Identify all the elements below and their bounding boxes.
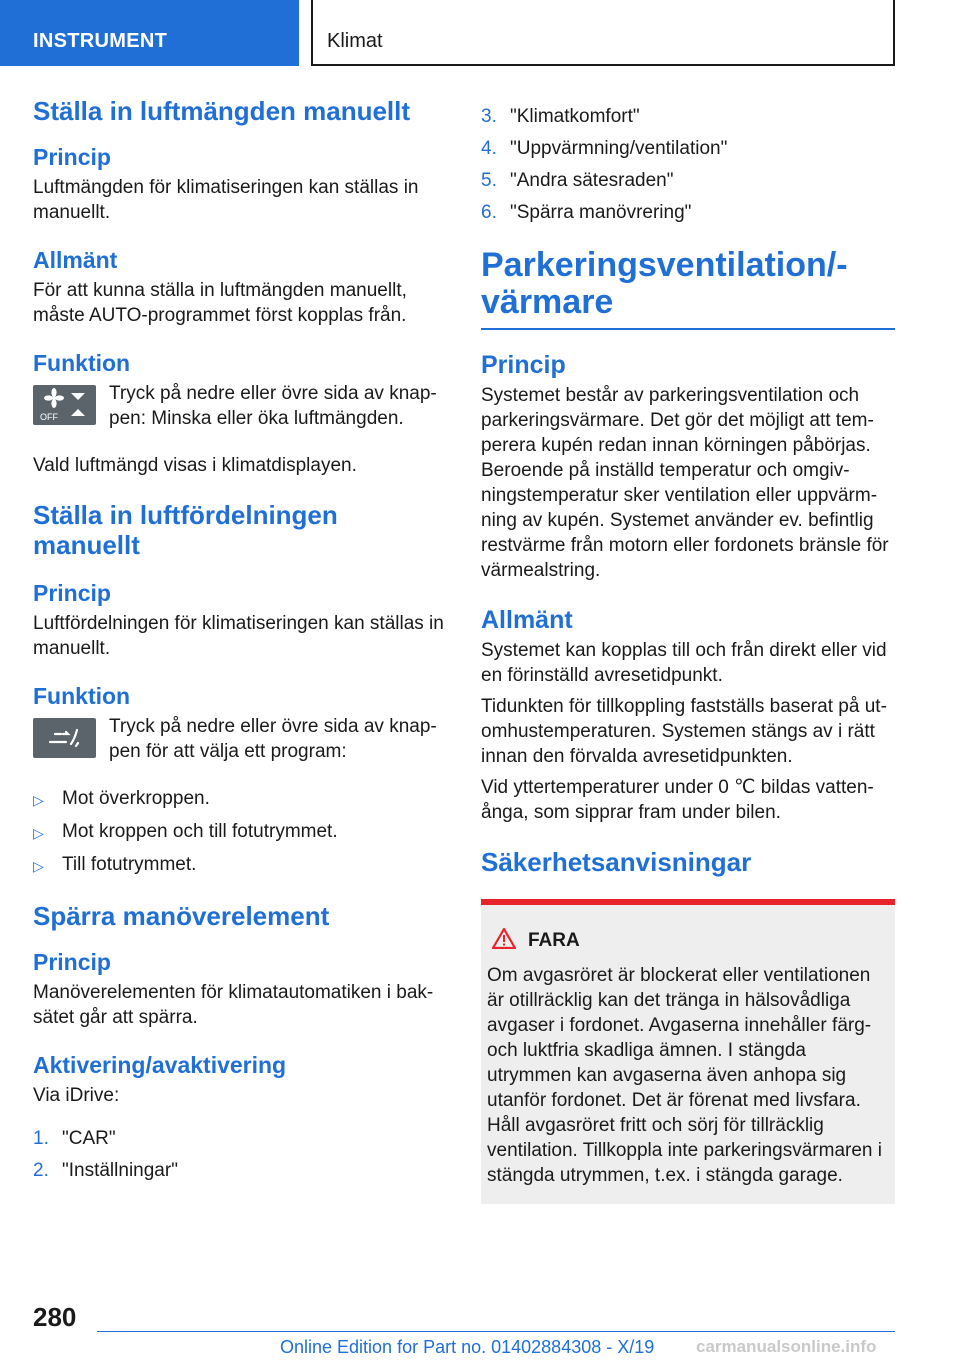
warning-box <box>481 899 895 1204</box>
warning-label: FARA <box>528 930 580 951</box>
heading-lock-controls: Spärra manöverelement <box>33 901 330 931</box>
page-number: 280 <box>33 1302 77 1332</box>
list-item: 5. "Andra sätesraden" <box>481 170 674 191</box>
paragraph: Vald luftmängd visas i klimatdisplayen. <box>33 455 357 476</box>
paragraph: Vid yttertemperaturer under 0 ℃ bildas vattenånga, som sipprar fram under bilen. <box>481 777 874 823</box>
paragraph: För att kunna ställa in luftmängden manuellt, måste AUTO-programmet först kopplas från. <box>33 280 407 326</box>
subheading-activation: Aktivering/avaktivering <box>33 1052 287 1078</box>
list-item: ▷ Mot överkroppen. <box>33 786 448 813</box>
subheading-funktion: Funktion <box>33 350 131 376</box>
paragraph: Tryck på nedre eller övre sida av knappen för att välja ett program: <box>109 716 437 762</box>
section-header <box>311 0 895 66</box>
function-row <box>33 714 448 764</box>
heading-air-distribution: Ställa in luftfördelningen manuellt <box>33 500 338 560</box>
list-item: 4. "Uppvärmning/ventilation" <box>481 138 728 159</box>
footer-rule <box>97 1331 895 1332</box>
idrive-steps-right <box>481 104 895 225</box>
subheading-princip: Princip <box>33 949 111 975</box>
right-column <box>481 104 895 1204</box>
paragraph: Systemet kan kopplas till och från direkt eller vid en förinställd avresetidpunkt. <box>481 640 887 686</box>
subheading-funktion: Funktion <box>33 683 131 709</box>
list-item: ▷ Mot kroppen och till fotutrymmet. <box>33 819 448 846</box>
main-heading: Parkeringsventilation/-värmare <box>481 246 848 321</box>
list-item: 2. "Inställningar" <box>33 1160 178 1181</box>
triangle-bullet-icon: ▷ <box>33 825 44 841</box>
program-list <box>33 786 448 879</box>
subheading-allmant: Allmänt <box>33 247 118 273</box>
footer-edition: Online Edition for Part no. 01402884308 - X/19 <box>280 1337 655 1357</box>
list-item: 3. "Klimatkomfort" <box>481 106 640 127</box>
heading-air-amount: Ställa in luftmängden manuellt <box>33 96 411 126</box>
warning-header <box>487 927 889 955</box>
warning-text: Om avgasröret är blockerat eller ventilationen är otillräcklig kan det tränga in hälsovådliga avgaser i fordonet. Avgaserna innehåller färg- och luktfria skadliga ämnen. I stängda utrymmen kan avgaserna även anhopa sig utanför fordonet. Det är förenat med livsfara. Håll avgasröret fritt och sörj för tillräcklig ventilation. Tillkoppla inte parkeringsvärmaren i stängda utrymmen, t.ex. i stängda garage. <box>487 965 882 1186</box>
paragraph: Via iDrive: <box>33 1085 120 1106</box>
paragraph: Tryck på nedre eller övre sida av knappen: Minska eller öka luftmängden. <box>109 383 437 429</box>
paragraph: Manöverelementen för klimatautomatiken i baksätet går att spärra. <box>33 982 434 1028</box>
list-item: 6. "Spärra manövrering" <box>481 202 692 223</box>
main-heading-block <box>481 247 895 330</box>
subheading-princip: Princip <box>33 144 111 170</box>
watermark: carmanualsonline.info <box>696 1337 877 1356</box>
chapter-tab <box>0 0 299 66</box>
warning-triangle-icon <box>492 927 516 955</box>
triangle-bullet-icon: ▷ <box>33 858 44 874</box>
fan-button-icon <box>33 385 96 425</box>
fan-icon-off-text: OFF <box>40 412 58 422</box>
list-item: ▷ Till fotutrymmet. <box>33 852 448 879</box>
heading-safety: Säkerhetsanvisningar <box>481 847 752 877</box>
list-item: 1. "CAR" <box>33 1128 116 1149</box>
subheading-allmant: Allmänt <box>481 606 573 634</box>
section-title: Klimat <box>327 30 383 52</box>
chapter-label: INSTRUMENT <box>33 30 168 52</box>
paragraph: Systemet består av parkeringsventilation och parkeringsvärmare. Det gör det möjligt att temperera kupén redan innan körningen påbörjas. Beroende på inställd temperatur och omgivningstemperatur sker ventilation eller uppvärmning av kupén. Systemet använder ev. befintlig restvärme från motorn eller fordonets bränsle för värmealstring. <box>481 385 889 581</box>
left-column <box>33 96 448 1205</box>
subheading-princip: Princip <box>481 351 566 379</box>
subheading-princip: Princip <box>33 580 111 606</box>
paragraph: Luftfördelningen för klimatiseringen kan ställas in manuellt. <box>33 613 444 659</box>
idrive-steps-left <box>33 1126 448 1183</box>
triangle-bullet-icon: ▷ <box>33 792 44 808</box>
paragraph: Luftmängden för klimatiseringen kan ställas in manuellt. <box>33 177 419 223</box>
air-distribution-button-icon <box>33 718 96 758</box>
function-row <box>33 381 448 431</box>
paragraph: Tidunkten för tillkoppling fastställs baserat på utomhustemperaturen. Systemen stängs av i rätt innan den förvalda avresetidpunkten. <box>481 696 887 767</box>
